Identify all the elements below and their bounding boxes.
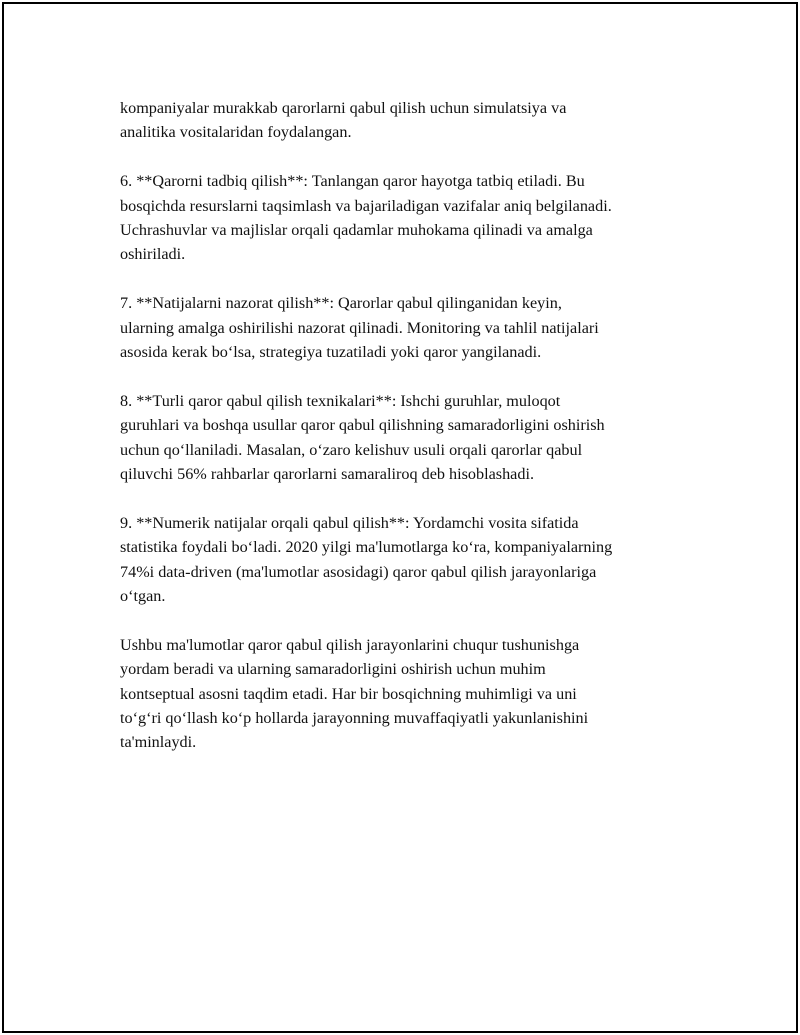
text-line: asosida kerak bo‘lsa, strategiya tuzatiladi yoki qaror yangilanadi. (120, 343, 542, 362)
text-line: oshiriladi. (120, 245, 186, 264)
paragraph-step-6 (120, 169, 720, 267)
paragraph-conclusion (120, 633, 720, 755)
document-page (2, 2, 798, 1033)
text-line: qiluvchi 56% rahbarlar qarorlarni samaraliroq deb hisoblashadi. (120, 465, 534, 484)
text-line: analitika vositalaridan foydalangan. (120, 123, 352, 142)
text-line: to‘g‘ri qo‘llash ko‘p hollarda jarayonning muvaffaqiyatli yakunlanishini (120, 709, 589, 728)
text-line: Ushbu ma'lumotlar qaror qabul qilish jarayonlarini chuqur tushunishga (120, 635, 580, 654)
paragraph-intro-continuation (120, 96, 720, 145)
paragraph-step-9 (120, 511, 720, 609)
text-line: 9. **Numerik natijalar orqali qabul qilish**: Yordamchi vosita sifatida (120, 513, 579, 532)
paragraph-step-8 (120, 389, 720, 487)
text-line: yordam beradi va ularning samaradorligini oshirish uchun muhim (120, 660, 546, 679)
text-line: ta'minlaydi. (120, 733, 197, 752)
document-body (120, 96, 720, 779)
text-line: 8. **Turli qaror qabul qilish texnikalari**: Ishchi guruhlar, muloqot (120, 391, 561, 410)
text-line: 74%i data-driven (ma'lumotlar asosidagi) qaror qabul qilish jarayonlariga (120, 562, 597, 581)
text-line: ularning amalga oshirilishi nazorat qilinadi. Monitoring va tahlil natijalari (120, 318, 599, 337)
text-line: statistika foydali bo‘ladi. 2020 yilgi ma'lumotlarga ko‘ra, kompaniyalarning (120, 538, 613, 557)
text-line: Uchrashuvlar va majlislar orqali qadamlar muhokama qilinadi va amalga (120, 221, 593, 240)
text-line: uchun qo‘llaniladi. Masalan, o‘zaro kelishuv usuli orqali qarorlar qabul (120, 440, 583, 459)
text-line: kompaniyalar murakkab qarorlarni qabul qilish uchun simulatsiya va (120, 99, 567, 117)
text-line: 6. **Qarorni tadbiq qilish**: Tanlangan qaror hayotga tatbiq etiladi. Bu (120, 172, 585, 191)
paragraph-step-7 (120, 291, 720, 364)
text-line: o‘tgan. (120, 587, 166, 606)
text-line: kontseptual asosni taqdim etadi. Har bir bosqichning muhimligi va uni (120, 684, 577, 703)
text-line: 7. **Natijalarni nazorat qilish**: Qarorlar qabul qilinganidan keyin, (120, 294, 562, 313)
text-line: guruhlari va boshqa usullar qaror qabul qilishning samaradorligini oshirish (120, 416, 605, 435)
text-line: bosqichda resurslarni taqsimlash va bajariladigan vazifalar aniq belgilanadi. (120, 196, 612, 215)
